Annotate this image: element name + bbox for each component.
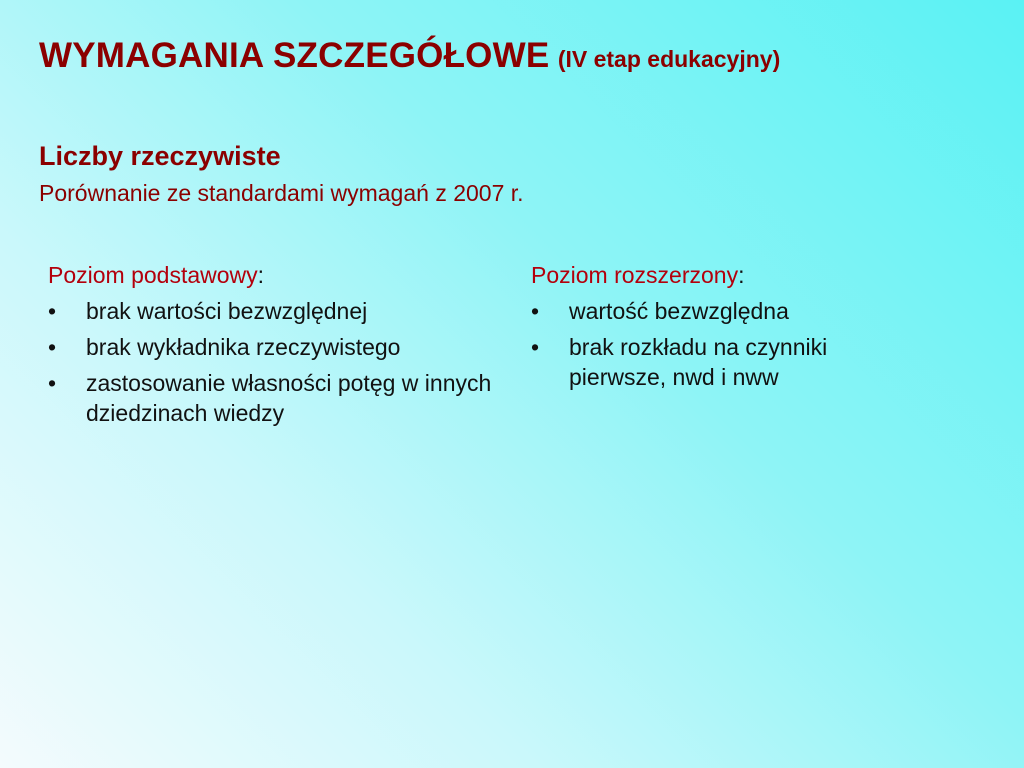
list-item-text: brak wartości bezwzględnej: [86, 298, 368, 324]
list-item: [48, 332, 508, 362]
extended-level-label: Poziom rozszerzony: [531, 262, 739, 288]
bullet-icon: •: [48, 298, 57, 324]
extended-level-list: [531, 296, 911, 392]
extended-level-colon: :: [738, 262, 745, 288]
basic-level-colon: :: [257, 262, 265, 288]
list-item-text: zastosowanie własności potęg w innych dziedzinach wiedzy: [86, 370, 492, 426]
comparison-note: Porównanie ze standardami wymagań z 2007 r.: [39, 180, 524, 206]
list-item-text: wartość bezwzględna: [569, 298, 789, 324]
basic-level-heading: [48, 260, 508, 290]
list-item: [48, 296, 508, 326]
topic-heading: Liczby rzeczywiste: [39, 141, 281, 171]
list-item-text: brak wykładnika rzeczywistego: [86, 334, 401, 360]
basic-level-column: [48, 260, 508, 434]
list-item: [48, 368, 508, 428]
bullet-icon: •: [48, 370, 57, 396]
slide-title: [39, 36, 780, 76]
extended-level-heading: [531, 260, 911, 290]
basic-level-list: [48, 296, 508, 428]
list-item: [531, 296, 911, 326]
bullet-icon: •: [531, 298, 540, 324]
extended-level-column: [531, 260, 911, 398]
bullet-icon: •: [48, 334, 57, 360]
title-sub: (IV etap edukacyjny): [557, 46, 781, 72]
basic-level-label: Poziom podstawowy: [48, 262, 258, 288]
list-item-text: brak rozkładu na czynniki pierwsze, nwd i nww: [569, 334, 828, 390]
bullet-icon: •: [531, 334, 540, 360]
title-main: WYMAGANIA SZCZEGÓŁOWE: [39, 36, 550, 75]
list-item: [531, 332, 911, 392]
